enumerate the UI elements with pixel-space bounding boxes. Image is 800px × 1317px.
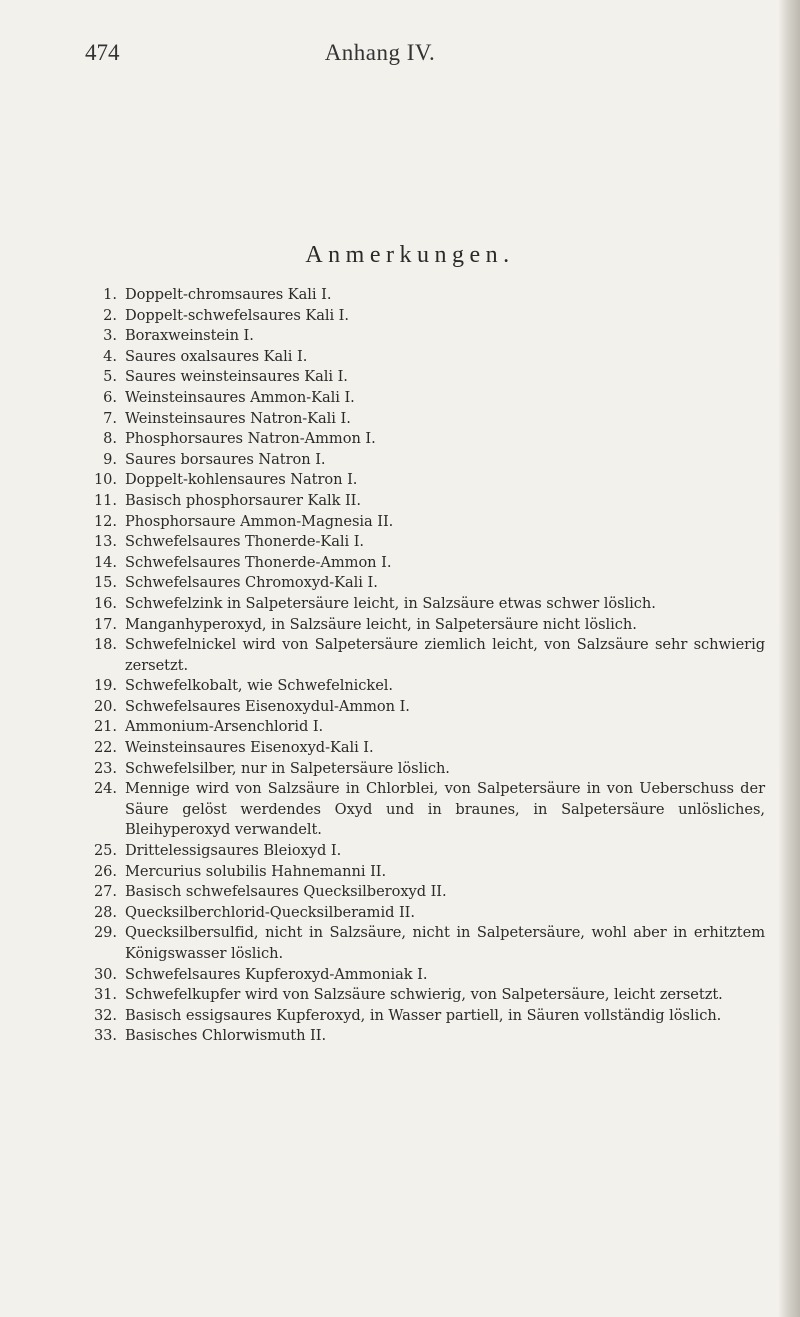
note-number: 29. — [93, 924, 117, 942]
list-item — [85, 923, 765, 964]
list-item — [85, 470, 765, 491]
list-item — [85, 635, 765, 676]
note-number: 28. — [93, 903, 117, 921]
list-item — [85, 491, 765, 512]
note-number: 27. — [93, 883, 117, 901]
list-item — [85, 553, 765, 574]
note-text: Mennige wird von Salzsäure in Chlorblei, von Salpetersäure in von Ueberschuss der Säure gelöst werdendes Oxyd und in braunes, in Salpetersäure unlösliches, Bleihyperoxyd verwandelt. — [125, 780, 765, 839]
note-number: 22. — [93, 739, 117, 757]
note-number: 24. — [93, 780, 117, 798]
note-number: 8. — [103, 430, 117, 448]
note-text: Schwefelkobalt, wie Schwefelnickel. — [125, 677, 393, 695]
list-item — [85, 738, 765, 759]
note-number: 21. — [93, 718, 117, 736]
note-number: 12. — [93, 512, 117, 530]
list-item — [85, 388, 765, 409]
page-number: 474 — [85, 40, 120, 65]
note-number: 19. — [93, 677, 117, 695]
list-item — [85, 367, 765, 388]
list-item — [85, 409, 765, 430]
note-text: Phosphorsaure Ammon-Magnesia II. — [125, 512, 394, 530]
list-item — [85, 717, 765, 738]
note-text: Doppelt-schwefelsaures Kali I. — [125, 306, 349, 324]
list-item — [85, 841, 765, 862]
note-text: Schwefelnickel wird von Salpetersäure ziemlich leicht, von Salzsäure sehr schwierig zersetzt. — [125, 636, 765, 674]
list-item — [85, 965, 765, 986]
note-number: 33. — [93, 1027, 117, 1045]
list-item — [85, 862, 765, 883]
list-item — [85, 759, 765, 780]
note-number: 1. — [103, 286, 117, 303]
list-item — [85, 532, 765, 553]
note-number: 7. — [103, 409, 117, 427]
note-text: Manganhyperoxyd, in Salzsäure leicht, in Salpetersäure nicht löslich. — [125, 615, 637, 633]
note-number: 15. — [93, 574, 117, 592]
page-edge-shadow — [778, 0, 800, 1317]
note-text: Schwefelsaures Thonerde-Ammon I. — [125, 553, 392, 571]
list-item — [85, 594, 765, 615]
note-text: Quecksilberchlorid-Quecksilberamid II. — [125, 903, 415, 921]
note-text: Basisch phosphorsaurer Kalk II. — [125, 491, 361, 509]
note-text: Weinsteinsaures Ammon-Kali I. — [125, 388, 355, 406]
note-number: 31. — [93, 986, 117, 1004]
list-item — [85, 697, 765, 718]
note-text: Phosphorsaures Natron-Ammon I. — [125, 430, 376, 448]
note-text: Schwefelsaures Thonerde-Kali I. — [125, 533, 365, 551]
running-title: Anhang IV. — [324, 40, 436, 65]
note-number: 16. — [93, 594, 117, 612]
note-number: 13. — [93, 533, 117, 551]
note-text: Ammonium-Arsenchlorid I. — [125, 718, 324, 736]
note-text: Weinsteinsaures Natron-Kali I. — [125, 409, 351, 427]
note-text: Schwefelzink in Salpetersäure leicht, in Salzsäure etwas schwer löslich. — [125, 594, 656, 612]
list-item — [85, 903, 765, 924]
list-item — [85, 882, 765, 903]
note-text: Doppelt-kohlensaures Natron I. — [125, 471, 358, 489]
list-item — [85, 450, 765, 471]
notes-list — [85, 285, 765, 1047]
list-item — [85, 779, 765, 841]
note-number: 32. — [93, 1006, 117, 1024]
note-text: Mercurius solubilis Hahnemanni II. — [125, 862, 387, 880]
note-text: Schwefelsaures Kupferoxyd-Ammoniak I. — [125, 965, 428, 983]
note-text: Weinsteinsaures Eisenoxyd-Kali I. — [125, 739, 374, 757]
list-item — [85, 326, 765, 347]
list-item — [85, 347, 765, 368]
note-text: Schwefelsaures Chromoxyd-Kali I. — [125, 574, 378, 592]
note-number: 10. — [93, 471, 117, 489]
note-text: Saures oxalsaures Kali I. — [125, 347, 308, 365]
section-title: Anmerkungen. — [305, 242, 515, 268]
note-text: Basisch essigsaures Kupferoxyd, in Wasser partiell, in Säuren vollständig löslich. — [125, 1006, 722, 1024]
note-text: Basisch schwefelsaures Quecksilberoxyd II. — [125, 883, 447, 901]
note-text: Boraxweinstein I. — [125, 327, 254, 345]
note-text: Schwefelsaures Eisenoxydul-Ammon I. — [125, 697, 410, 715]
note-number: 20. — [93, 697, 117, 715]
note-number: 14. — [93, 553, 117, 571]
note-number: 30. — [93, 965, 117, 983]
list-item — [85, 573, 765, 594]
list-item — [85, 429, 765, 450]
list-item — [85, 512, 765, 533]
note-text: Quecksilbersulfid, nicht in Salzsäure, nicht in Salpetersäure, wohl aber in erhitztem Königswasser löslich. — [125, 924, 765, 962]
note-number: 6. — [103, 388, 117, 406]
note-number: 11. — [93, 491, 117, 509]
note-number: 18. — [93, 636, 117, 654]
note-number: 4. — [103, 347, 117, 365]
note-text: Schwefelkupfer wird von Salzsäure schwierig, von Salpetersäure, leicht zersetzt. — [125, 986, 723, 1004]
note-number: 26. — [93, 862, 117, 880]
note-number: 23. — [93, 759, 117, 777]
note-text: Doppelt-chromsaures Kali I. — [125, 286, 332, 303]
list-item — [85, 285, 765, 306]
note-number: 2. — [103, 306, 117, 324]
note-text: Basisches Chlorwismuth II. — [125, 1027, 327, 1045]
note-text: Drittelessigsaures Bleioxyd I. — [125, 842, 342, 860]
note-number: 25. — [93, 842, 117, 860]
note-text: Schwefelsilber, nur in Salpetersäure löslich. — [125, 759, 450, 777]
note-number: 5. — [103, 368, 117, 386]
list-item — [85, 676, 765, 697]
note-text: Saures weinsteinsaures Kali I. — [125, 368, 348, 386]
note-text: Saures borsaures Natron I. — [125, 450, 326, 468]
note-number: 3. — [103, 327, 117, 345]
note-number: 17. — [93, 615, 117, 633]
note-number: 9. — [103, 450, 117, 468]
list-item — [85, 1006, 765, 1027]
list-item — [85, 1026, 765, 1047]
list-item — [85, 306, 765, 327]
list-item — [85, 985, 765, 1006]
list-item — [85, 615, 765, 636]
page-header — [85, 40, 675, 70]
